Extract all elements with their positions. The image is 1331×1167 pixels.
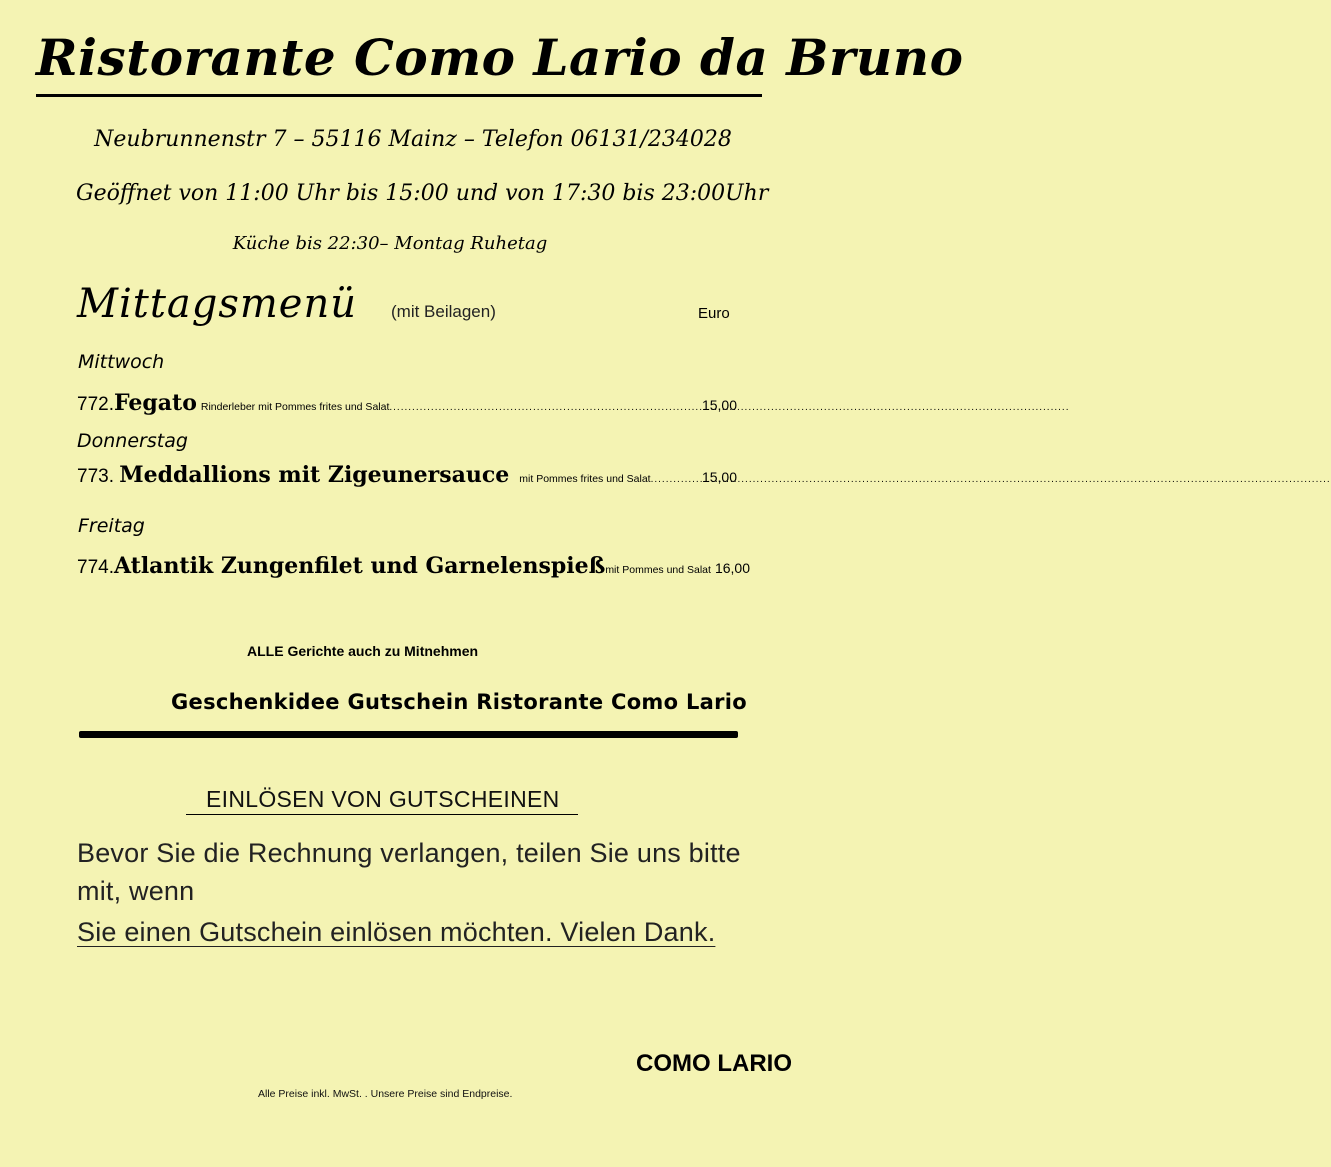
menu-item: [77, 462, 737, 488]
dish-description: mit Pommes frites und Salat: [519, 473, 651, 485]
item-number: 774.: [77, 557, 114, 578]
day-label: Mittwoch: [78, 351, 165, 373]
restaurant-title: Ristorante Como Lario da Bruno: [36, 28, 964, 87]
address-line: Neubrunnenstr 7 – 55116 Mainz – Telefon 06131/234028: [94, 127, 732, 152]
brand-name: COMO LARIO: [636, 1050, 792, 1077]
menu-item: [77, 553, 750, 579]
day-label: Donnerstag: [77, 430, 188, 452]
kitchen-hours: Küche bis 22:30– Montag Ruhetag: [232, 233, 548, 254]
menu-title: Mittagsmenü: [77, 281, 358, 327]
dish-name: Atlantik Zungenfilet und Garnelenspieß: [113, 553, 606, 579]
takeaway-note: ALLE Gerichte auch zu Mitnehmen: [247, 643, 479, 659]
dish-price: 16,00: [714, 560, 750, 576]
day-label: Freitag: [78, 515, 145, 537]
leader-dots: [389, 402, 698, 413]
redeem-heading: EINLÖSEN VON GUTSCHEINEN: [206, 786, 560, 812]
dish-name: Meddallions mit Zigeunersauce: [119, 462, 510, 488]
menu-item: [77, 390, 737, 416]
opening-hours: Geöffnet von 11:00 Uhr bis 15:00 und von 17:30 bis 23:00Uhr: [76, 181, 769, 206]
section-divider: [79, 731, 738, 738]
price-footnote: Alle Preise inkl. MwSt. . Unsere Preise sind Endpreise.: [258, 1088, 513, 1100]
voucher-gift-note: Geschenkidee Gutschein Ristorante Como Lario: [171, 690, 747, 714]
dish-price: 15,00: [701, 469, 737, 485]
heading-underline: [186, 814, 578, 815]
dish-description: mit Pommes und Salat: [605, 564, 711, 576]
leader-dots: [651, 474, 702, 485]
menu-subtitle: (mit Beilagen): [391, 302, 496, 321]
redeem-instructions: Bevor Sie die Rechnung verlangen, teilen Sie uns bitte mit, wenn: [77, 838, 741, 906]
redeem-instructions-underlined: Sie einen Gutschein einlösen möchten. Vielen Dank.: [77, 917, 716, 947]
dish-description: Rinderleber mit Pommes frites und Salat: [200, 401, 390, 413]
title-underline: [36, 94, 762, 97]
item-number: 773.: [77, 466, 120, 487]
currency-label: Euro: [698, 305, 730, 322]
dish-name: Fegato: [113, 390, 197, 416]
item-number: 772.: [77, 394, 114, 415]
dish-price: 15,00: [701, 397, 737, 413]
